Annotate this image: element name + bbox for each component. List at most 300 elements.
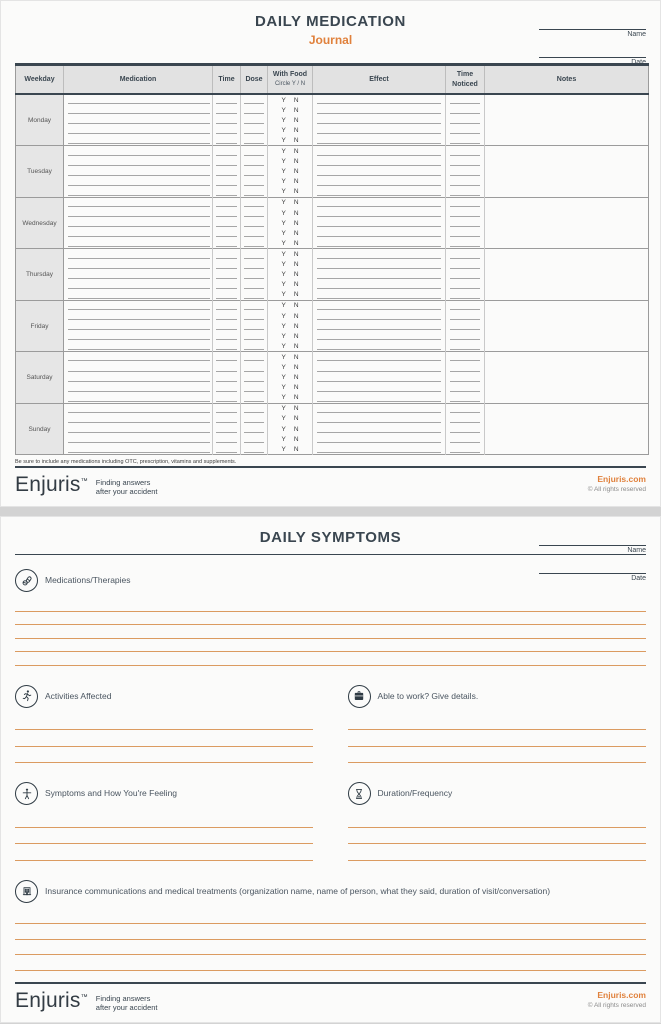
dose-write-cell bbox=[241, 249, 268, 260]
notes-cell-friday bbox=[485, 300, 649, 351]
notes-cell-saturday bbox=[485, 352, 649, 403]
noticed-write-cell bbox=[446, 270, 485, 280]
with-food-circle-cell: Y N bbox=[268, 249, 313, 260]
weekday-cell-saturday: Saturday bbox=[16, 352, 64, 403]
page2-title: DAILY SYMPTOMS bbox=[259, 529, 402, 546]
noticed-write-cell bbox=[446, 197, 485, 208]
section-label-medications-therapies: Medications/Therapies bbox=[45, 575, 131, 586]
with-food-circle-cell: Y N bbox=[268, 414, 313, 424]
with-food-circle-cell: Y N bbox=[268, 270, 313, 280]
with-food-circle-cell: Y N bbox=[268, 424, 313, 434]
noticed-write-cell bbox=[446, 146, 485, 157]
effect-write-cell bbox=[313, 341, 446, 352]
effect-write-cell bbox=[313, 177, 446, 187]
write-line bbox=[15, 714, 313, 731]
noticed-write-cell bbox=[446, 280, 485, 290]
time-write-cell bbox=[213, 146, 241, 157]
noticed-write-cell bbox=[446, 167, 485, 177]
noticed-write-cell bbox=[446, 125, 485, 135]
effect-write-cell bbox=[313, 373, 446, 383]
dose-write-cell bbox=[241, 444, 268, 455]
dose-write-cell bbox=[241, 311, 268, 321]
brand-row bbox=[15, 990, 158, 1014]
medication-write-cell bbox=[64, 105, 213, 115]
time-write-cell bbox=[213, 177, 241, 187]
noticed-write-cell bbox=[446, 208, 485, 218]
medication-table-header-row bbox=[16, 65, 649, 95]
name-field-group bbox=[539, 17, 646, 38]
dose-write-cell bbox=[241, 146, 268, 157]
dose-write-cell bbox=[241, 280, 268, 290]
write-line bbox=[15, 828, 313, 845]
effect-write-cell bbox=[313, 362, 446, 372]
medication-write-cell bbox=[64, 218, 213, 228]
notes-cell-thursday bbox=[485, 249, 649, 300]
with-food-circle-cell: Y N bbox=[268, 218, 313, 228]
medication-write-cell bbox=[64, 197, 213, 208]
medication-write-cell bbox=[64, 383, 213, 393]
dose-write-cell bbox=[241, 403, 268, 414]
column-header-time_noticed: Time Noticed bbox=[446, 65, 485, 95]
effect-write-cell bbox=[313, 352, 446, 363]
noticed-write-cell bbox=[446, 135, 485, 146]
section-head-able-to-work bbox=[348, 685, 646, 708]
write-line bbox=[15, 747, 313, 764]
section-label-duration-frequency: Duration/Frequency bbox=[377, 788, 453, 799]
noticed-write-cell bbox=[446, 105, 485, 115]
name-write-line bbox=[539, 533, 646, 546]
dose-write-cell bbox=[241, 414, 268, 424]
noticed-write-cell bbox=[446, 403, 485, 414]
effect-write-cell bbox=[313, 300, 446, 311]
notes-cell-wednesday bbox=[485, 197, 649, 248]
write-line bbox=[348, 730, 646, 747]
page2-footer bbox=[15, 982, 646, 1018]
with-food-circle-cell: Y N bbox=[268, 157, 313, 167]
medication-write-cell bbox=[64, 260, 213, 270]
noticed-write-cell bbox=[446, 187, 485, 198]
section-activities-affected bbox=[15, 685, 313, 764]
effect-write-cell bbox=[313, 146, 446, 157]
medication-write-cell bbox=[64, 434, 213, 444]
noticed-write-cell bbox=[446, 260, 485, 270]
time-write-cell bbox=[213, 362, 241, 372]
dose-write-cell bbox=[241, 135, 268, 146]
effect-write-cell bbox=[313, 187, 446, 198]
weekday-cell-wednesday: Wednesday bbox=[16, 197, 64, 248]
effect-write-cell bbox=[313, 403, 446, 414]
medication-table bbox=[15, 63, 649, 455]
noticed-write-cell bbox=[446, 228, 485, 238]
with-food-circle-cell: Y N bbox=[268, 115, 313, 125]
with-food-circle-cell: Y N bbox=[268, 208, 313, 218]
effect-write-cell bbox=[313, 105, 446, 115]
time-write-cell bbox=[213, 434, 241, 444]
medication-row-wednesday bbox=[16, 197, 649, 208]
copyright-text: © All rights reserved bbox=[587, 485, 646, 493]
time-write-cell bbox=[213, 311, 241, 321]
medication-row-friday bbox=[16, 300, 649, 311]
dose-write-cell bbox=[241, 373, 268, 383]
section-label-insurance-communications: Insurance communications and medical treatments (organization name, name of person, what they said, duration of visit/conversation) bbox=[45, 885, 551, 896]
medication-write-cell bbox=[64, 270, 213, 280]
write-lines-symptoms-feeling bbox=[15, 811, 313, 861]
dose-write-cell bbox=[241, 157, 268, 167]
weekday-cell-tuesday: Tuesday bbox=[16, 146, 64, 197]
date-label: Date bbox=[631, 59, 646, 66]
time-write-cell bbox=[213, 383, 241, 393]
time-write-cell bbox=[213, 249, 241, 260]
page2-name-date-block bbox=[539, 533, 646, 582]
dose-write-cell bbox=[241, 290, 268, 301]
dose-write-cell bbox=[241, 331, 268, 341]
effect-write-cell bbox=[313, 218, 446, 228]
time-write-cell bbox=[213, 167, 241, 177]
date-field-group bbox=[539, 45, 646, 66]
with-food-circle-cell: Y N bbox=[268, 403, 313, 414]
write-line bbox=[15, 844, 313, 861]
medication-row-sunday bbox=[16, 403, 649, 414]
website-link[interactable]: Enjuris.com bbox=[597, 473, 646, 484]
brand-tagline: Finding answers after your accident bbox=[95, 477, 158, 497]
dose-write-cell bbox=[241, 197, 268, 208]
medication-write-cell bbox=[64, 177, 213, 187]
write-line bbox=[348, 811, 646, 828]
medication-write-cell bbox=[64, 362, 213, 372]
medication-write-cell bbox=[64, 157, 213, 167]
page-divider bbox=[0, 507, 661, 516]
with-food-circle-cell: Y N bbox=[268, 177, 313, 187]
effect-write-cell bbox=[313, 290, 446, 301]
brand-row bbox=[15, 474, 158, 498]
time-write-cell bbox=[213, 197, 241, 208]
page-daily-medication bbox=[0, 0, 661, 507]
noticed-write-cell bbox=[446, 434, 485, 444]
medication-write-cell bbox=[64, 311, 213, 321]
with-food-circle-cell: Y N bbox=[268, 260, 313, 270]
medication-write-cell bbox=[64, 115, 213, 125]
effect-write-cell bbox=[313, 331, 446, 341]
dose-write-cell bbox=[241, 177, 268, 187]
medication-write-cell bbox=[64, 341, 213, 352]
medication-write-cell bbox=[64, 321, 213, 331]
with-food-circle-cell: Y N bbox=[268, 311, 313, 321]
noticed-write-cell bbox=[446, 414, 485, 424]
effect-write-cell bbox=[313, 157, 446, 167]
noticed-write-cell bbox=[446, 362, 485, 372]
medication-write-cell bbox=[64, 249, 213, 260]
write-line bbox=[15, 909, 646, 925]
website-link[interactable]: Enjuris.com bbox=[597, 989, 646, 1000]
section-head-activities-affected bbox=[15, 685, 313, 708]
effect-write-cell bbox=[313, 125, 446, 135]
with-food-circle-cell: Y N bbox=[268, 125, 313, 135]
page1-header bbox=[15, 11, 646, 66]
dose-write-cell bbox=[241, 105, 268, 115]
time-write-cell bbox=[213, 115, 241, 125]
time-write-cell bbox=[213, 331, 241, 341]
briefcase-icon bbox=[348, 685, 371, 708]
section-label-activities-affected: Activities Affected bbox=[45, 690, 112, 701]
dose-write-cell bbox=[241, 341, 268, 352]
effect-write-cell bbox=[313, 311, 446, 321]
dose-write-cell bbox=[241, 362, 268, 372]
with-food-circle-cell: Y N bbox=[268, 167, 313, 177]
column-header-time: Time bbox=[213, 65, 241, 95]
effect-write-cell bbox=[313, 167, 446, 177]
time-write-cell bbox=[213, 208, 241, 218]
write-line bbox=[15, 955, 646, 971]
time-write-cell bbox=[213, 135, 241, 146]
medication-table-body bbox=[16, 94, 649, 455]
write-line bbox=[15, 811, 313, 828]
weekday-cell-thursday: Thursday bbox=[16, 249, 64, 300]
time-write-cell bbox=[213, 321, 241, 331]
write-line bbox=[348, 844, 646, 861]
time-write-cell bbox=[213, 125, 241, 135]
noticed-write-cell bbox=[446, 249, 485, 260]
dose-write-cell bbox=[241, 238, 268, 249]
write-line bbox=[15, 924, 646, 940]
effect-write-cell bbox=[313, 414, 446, 424]
dose-write-cell bbox=[241, 260, 268, 270]
with-food-circle-cell: Y N bbox=[268, 105, 313, 115]
date-write-line bbox=[539, 561, 646, 574]
column-header-with_food: With Food Circle Y / N bbox=[268, 65, 313, 95]
time-write-cell bbox=[213, 373, 241, 383]
dose-write-cell bbox=[241, 218, 268, 228]
footer-right bbox=[588, 474, 646, 493]
effect-write-cell bbox=[313, 197, 446, 208]
column-header-dose: Dose bbox=[241, 65, 268, 95]
dose-write-cell bbox=[241, 228, 268, 238]
column-header-weekday: Weekday bbox=[16, 65, 64, 95]
section-head-insurance-communications bbox=[15, 880, 646, 903]
time-write-cell bbox=[213, 393, 241, 404]
noticed-write-cell bbox=[446, 290, 485, 301]
with-food-circle-cell: Y N bbox=[268, 238, 313, 249]
time-write-cell bbox=[213, 105, 241, 115]
section-duration-frequency bbox=[348, 782, 646, 861]
notes-cell-tuesday bbox=[485, 146, 649, 197]
with-food-circle-cell: Y N bbox=[268, 341, 313, 352]
date-label: Date bbox=[631, 575, 646, 582]
effect-write-cell bbox=[313, 249, 446, 260]
weekday-cell-sunday: Sunday bbox=[16, 403, 64, 454]
time-write-cell bbox=[213, 341, 241, 352]
noticed-write-cell bbox=[446, 341, 485, 352]
medication-write-cell bbox=[64, 300, 213, 311]
medication-write-cell bbox=[64, 352, 213, 363]
write-line bbox=[348, 714, 646, 731]
enjuris-logo: Enjuris™ bbox=[15, 472, 88, 496]
with-food-circle-cell: Y N bbox=[268, 290, 313, 301]
medication-row-saturday bbox=[16, 352, 649, 363]
page1-footer bbox=[15, 466, 646, 502]
write-lines-activities-affected bbox=[15, 714, 313, 764]
page1-name-date-block bbox=[539, 17, 646, 66]
page1-title: DAILY MEDICATION bbox=[254, 13, 406, 30]
date-field-group bbox=[539, 561, 646, 582]
medication-write-cell bbox=[64, 403, 213, 414]
person-icon bbox=[15, 782, 38, 805]
weekday-cell-friday: Friday bbox=[16, 300, 64, 351]
medication-footnote: Be sure to include any medications including OTC, prescription, vitamins and supplements. bbox=[15, 459, 237, 466]
noticed-write-cell bbox=[446, 157, 485, 167]
noticed-write-cell bbox=[446, 352, 485, 363]
with-food-circle-cell: Y N bbox=[268, 352, 313, 363]
medication-write-cell bbox=[64, 135, 213, 146]
noticed-write-cell bbox=[446, 393, 485, 404]
dose-write-cell bbox=[241, 424, 268, 434]
with-food-circle-cell: Y N bbox=[268, 187, 313, 198]
footer-right bbox=[588, 990, 646, 1009]
dose-write-cell bbox=[241, 208, 268, 218]
with-food-circle-cell: Y N bbox=[268, 228, 313, 238]
medication-write-cell bbox=[64, 280, 213, 290]
noticed-write-cell bbox=[446, 218, 485, 228]
hourglass-icon bbox=[348, 782, 371, 805]
medication-write-cell bbox=[64, 167, 213, 177]
name-field-group bbox=[539, 533, 646, 554]
medication-write-cell bbox=[64, 187, 213, 198]
with-food-circle-cell: Y N bbox=[268, 146, 313, 157]
dose-write-cell bbox=[241, 300, 268, 311]
dose-write-cell bbox=[241, 115, 268, 125]
medication-write-cell bbox=[64, 393, 213, 404]
medication-write-cell bbox=[64, 125, 213, 135]
effect-write-cell bbox=[313, 280, 446, 290]
dose-write-cell bbox=[241, 94, 268, 105]
with-food-circle-cell: Y N bbox=[268, 444, 313, 455]
effect-write-cell bbox=[313, 260, 446, 270]
name-write-line bbox=[539, 17, 646, 30]
write-line bbox=[15, 940, 646, 956]
time-write-cell bbox=[213, 280, 241, 290]
symptom-sections bbox=[15, 561, 646, 982]
medication-write-cell bbox=[64, 146, 213, 157]
effect-write-cell bbox=[313, 135, 446, 146]
noticed-write-cell bbox=[446, 177, 485, 187]
with-food-circle-cell: Y N bbox=[268, 321, 313, 331]
effect-write-cell bbox=[313, 94, 446, 105]
write-line bbox=[348, 828, 646, 845]
time-write-cell bbox=[213, 228, 241, 238]
notes-cell-sunday bbox=[485, 403, 649, 454]
medication-write-cell bbox=[64, 414, 213, 424]
with-food-circle-cell: Y N bbox=[268, 94, 313, 105]
with-food-circle-cell: Y N bbox=[268, 383, 313, 393]
effect-write-cell bbox=[313, 383, 446, 393]
dose-write-cell bbox=[241, 383, 268, 393]
medication-write-cell bbox=[64, 238, 213, 249]
time-write-cell bbox=[213, 444, 241, 455]
enjuris-logo: Enjuris™ bbox=[15, 988, 88, 1012]
with-food-circle-cell: Y N bbox=[268, 362, 313, 372]
write-line bbox=[15, 652, 646, 666]
write-line bbox=[15, 612, 646, 626]
with-food-circle-cell: Y N bbox=[268, 300, 313, 311]
trademark-symbol: ™ bbox=[80, 993, 88, 1001]
dose-write-cell bbox=[241, 434, 268, 444]
section-label-able-to-work: Able to work? Give details. bbox=[377, 690, 479, 701]
name-label: Name bbox=[627, 31, 646, 38]
write-lines-medications-therapies bbox=[15, 598, 646, 666]
time-write-cell bbox=[213, 414, 241, 424]
section-symptoms-feeling bbox=[15, 782, 313, 861]
with-food-circle-cell: Y N bbox=[268, 135, 313, 146]
write-line bbox=[15, 639, 646, 653]
name-label: Name bbox=[627, 547, 646, 554]
page-daily-symptoms bbox=[0, 516, 661, 1023]
noticed-write-cell bbox=[446, 383, 485, 393]
with-food-circle-cell: Y N bbox=[268, 197, 313, 208]
write-lines-duration-frequency bbox=[348, 811, 646, 861]
dose-write-cell bbox=[241, 393, 268, 404]
time-write-cell bbox=[213, 352, 241, 363]
time-write-cell bbox=[213, 238, 241, 249]
noticed-write-cell bbox=[446, 424, 485, 434]
time-write-cell bbox=[213, 260, 241, 270]
noticed-write-cell bbox=[446, 238, 485, 249]
effect-write-cell bbox=[313, 228, 446, 238]
dose-write-cell bbox=[241, 270, 268, 280]
copyright-text: © All rights reserved bbox=[587, 1001, 646, 1009]
column-header-notes: Notes bbox=[485, 65, 649, 95]
write-line bbox=[348, 747, 646, 764]
section-able-to-work bbox=[348, 685, 646, 764]
page1-subtitle: Journal bbox=[308, 33, 353, 47]
medication-write-cell bbox=[64, 290, 213, 301]
medication-write-cell bbox=[64, 228, 213, 238]
effect-write-cell bbox=[313, 208, 446, 218]
effect-write-cell bbox=[313, 115, 446, 125]
write-line bbox=[15, 730, 313, 747]
time-write-cell bbox=[213, 290, 241, 301]
dose-write-cell bbox=[241, 352, 268, 363]
with-food-circle-cell: Y N bbox=[268, 393, 313, 404]
column-header-medication: Medication bbox=[64, 65, 213, 95]
pills-icon bbox=[15, 569, 38, 592]
medication-write-cell bbox=[64, 373, 213, 383]
noticed-write-cell bbox=[446, 94, 485, 105]
noticed-write-cell bbox=[446, 115, 485, 125]
time-write-cell bbox=[213, 300, 241, 311]
noticed-write-cell bbox=[446, 373, 485, 383]
effect-write-cell bbox=[313, 393, 446, 404]
dose-write-cell bbox=[241, 187, 268, 198]
write-lines-able-to-work bbox=[348, 714, 646, 764]
time-write-cell bbox=[213, 270, 241, 280]
brand-tagline: Finding answers after your accident bbox=[95, 993, 158, 1013]
runner-icon bbox=[15, 685, 38, 708]
section-label-symptoms-feeling: Symptoms and How You're Feeling bbox=[45, 788, 178, 799]
with-food-circle-cell: Y N bbox=[268, 434, 313, 444]
medication-row-thursday bbox=[16, 249, 649, 260]
dose-write-cell bbox=[241, 321, 268, 331]
time-write-cell bbox=[213, 157, 241, 167]
medication-row-tuesday bbox=[16, 146, 649, 157]
date-write-line bbox=[539, 45, 646, 58]
section-insurance-communications bbox=[15, 880, 646, 971]
write-line bbox=[15, 625, 646, 639]
time-write-cell bbox=[213, 94, 241, 105]
section-medications-therapies bbox=[15, 569, 646, 666]
section-head-duration-frequency bbox=[348, 782, 646, 805]
medication-write-cell bbox=[64, 208, 213, 218]
time-write-cell bbox=[213, 218, 241, 228]
dose-write-cell bbox=[241, 167, 268, 177]
